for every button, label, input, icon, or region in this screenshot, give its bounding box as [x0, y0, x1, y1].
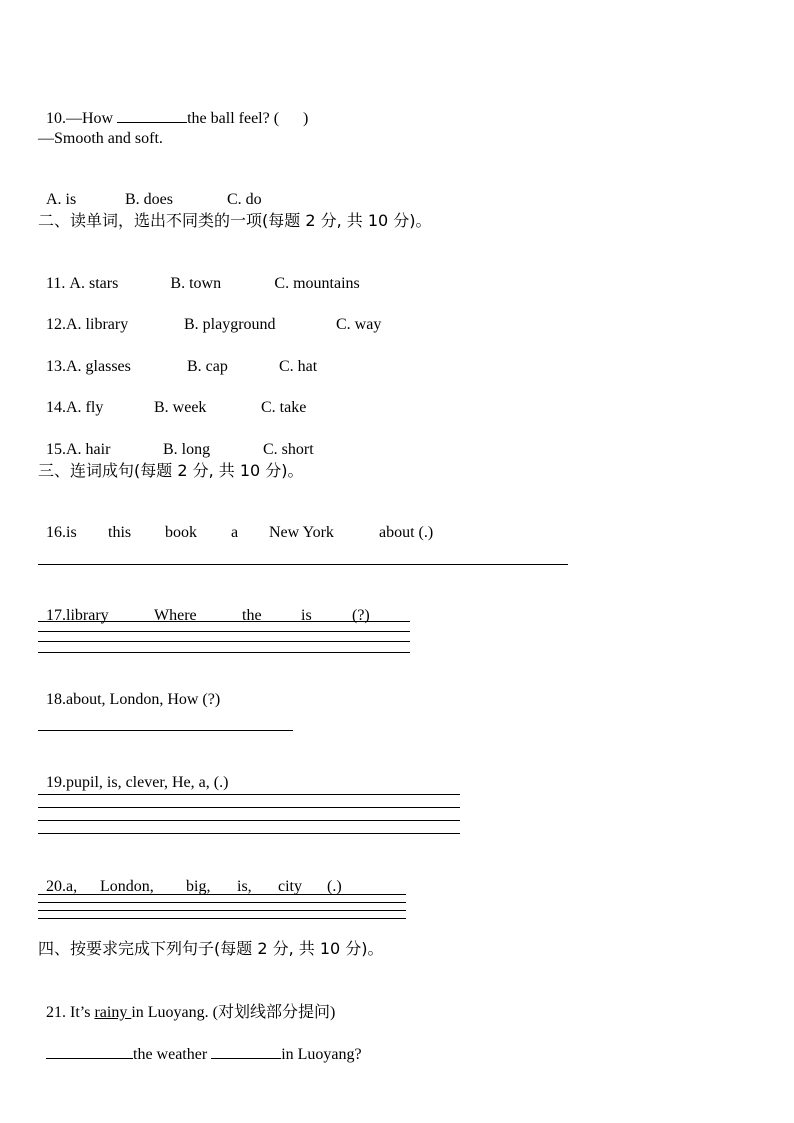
answer-line[interactable] [38, 641, 410, 642]
question-15 [38, 420, 314, 460]
question-number: 11. [46, 275, 70, 292]
word: book [165, 524, 197, 541]
question-13 [38, 337, 317, 377]
word: city [278, 878, 302, 895]
word: a [231, 524, 239, 541]
option-c[interactable]: C. take [261, 399, 307, 416]
word: is [301, 607, 312, 624]
option-b[interactable]: B. does [125, 191, 173, 208]
question-number: 12. [46, 316, 66, 333]
word: library [66, 607, 109, 624]
question-number: 20. [46, 878, 66, 895]
answer-line[interactable] [38, 833, 460, 834]
question-19 [38, 753, 228, 793]
option-a[interactable]: A. stars [69, 275, 119, 292]
word: (?) [352, 607, 370, 624]
answer-line[interactable] [38, 621, 410, 622]
answer-blank[interactable] [117, 107, 187, 123]
question-number: 16. [46, 524, 66, 541]
question-text: pupil, is, clever, He, a, (.) [66, 774, 229, 791]
answer-line[interactable] [38, 807, 460, 808]
option-a[interactable]: A. library [66, 316, 129, 333]
question-number: 21. [46, 1004, 70, 1021]
question-number: 19. [46, 774, 66, 791]
question-12 [38, 295, 381, 335]
option-b[interactable]: B. playground [184, 316, 276, 333]
question-14 [38, 378, 306, 418]
question-text: ) [330, 1004, 336, 1021]
word: (.) [327, 878, 342, 895]
word: the [242, 607, 262, 624]
question-18 [38, 670, 220, 710]
answer-text: in Luoyang? [281, 1046, 362, 1063]
option-b[interactable]: B. cap [187, 358, 228, 375]
question-text: in Luoyang. ( [131, 1004, 218, 1021]
answer-line[interactable] [38, 730, 293, 731]
question-20 [38, 857, 342, 897]
word: a, [66, 878, 78, 895]
question-number: 14. [46, 399, 66, 416]
question-11 [38, 254, 360, 294]
question-number: 13. [46, 358, 66, 375]
word: big, [186, 878, 211, 895]
question-text: the ball feel? ( ) [187, 110, 309, 127]
word: London, [100, 878, 154, 895]
question-10 [38, 87, 308, 129]
option-a[interactable]: A. glasses [66, 358, 131, 375]
answer-line[interactable] [38, 894, 406, 895]
section-4-heading: 四、按要求完成下列句子(每题 2 分, 共 10 分)。 [38, 939, 384, 958]
option-b[interactable]: B. long [163, 441, 211, 458]
option-b[interactable]: B. town [170, 275, 222, 292]
answer-blank[interactable] [211, 1043, 281, 1059]
instruction-text: 对划线部分提问 [217, 1002, 330, 1021]
question-10-options [38, 170, 262, 210]
option-c[interactable]: C. do [227, 191, 262, 208]
option-b[interactable]: B. week [154, 399, 207, 416]
answer-line[interactable] [38, 910, 406, 911]
answer-line[interactable] [38, 652, 410, 653]
question-21-answer [38, 1023, 362, 1065]
question-text: —How [66, 110, 118, 127]
question-10-answer: —Smooth and soft. [38, 130, 163, 147]
word: Where [154, 607, 197, 624]
option-c[interactable]: C. way [336, 316, 382, 333]
answer-line[interactable] [38, 794, 460, 795]
answer-text: the weather [133, 1046, 212, 1063]
underlined-word: rainy [94, 1004, 132, 1021]
answer-blank[interactable] [46, 1043, 133, 1059]
section-3-heading: 三、连词成句(每题 2 分, 共 10 分)。 [38, 461, 304, 480]
question-text: It’s [70, 1004, 95, 1021]
word: is, [237, 878, 252, 895]
answer-line[interactable] [38, 902, 406, 903]
option-a[interactable]: A. is [46, 191, 77, 208]
option-c[interactable]: C. mountains [274, 275, 360, 292]
option-a[interactable]: A. fly [66, 399, 104, 416]
section-2-heading: 二、读单词，选出不同类的一项(每题 2 分, 共 10 分)。 [38, 211, 432, 230]
answer-line[interactable] [38, 564, 568, 565]
question-number: 17. [46, 607, 66, 624]
option-c[interactable]: C. hat [279, 358, 318, 375]
word: New York [269, 524, 334, 541]
question-17 [38, 586, 370, 626]
question-text: about, London, How (?) [66, 691, 221, 708]
question-number: 10. [46, 110, 66, 127]
option-c[interactable]: C. short [263, 441, 314, 458]
word: this [108, 524, 132, 541]
word: about (.) [379, 524, 434, 541]
answer-line[interactable] [38, 820, 460, 821]
question-16 [38, 503, 433, 543]
word: is [66, 524, 77, 541]
question-21 [38, 982, 335, 1023]
option-a[interactable]: A. hair [66, 441, 111, 458]
question-number: 18. [46, 691, 66, 708]
answer-line[interactable] [38, 918, 406, 919]
answer-line[interactable] [38, 631, 410, 632]
question-number: 15. [46, 441, 66, 458]
